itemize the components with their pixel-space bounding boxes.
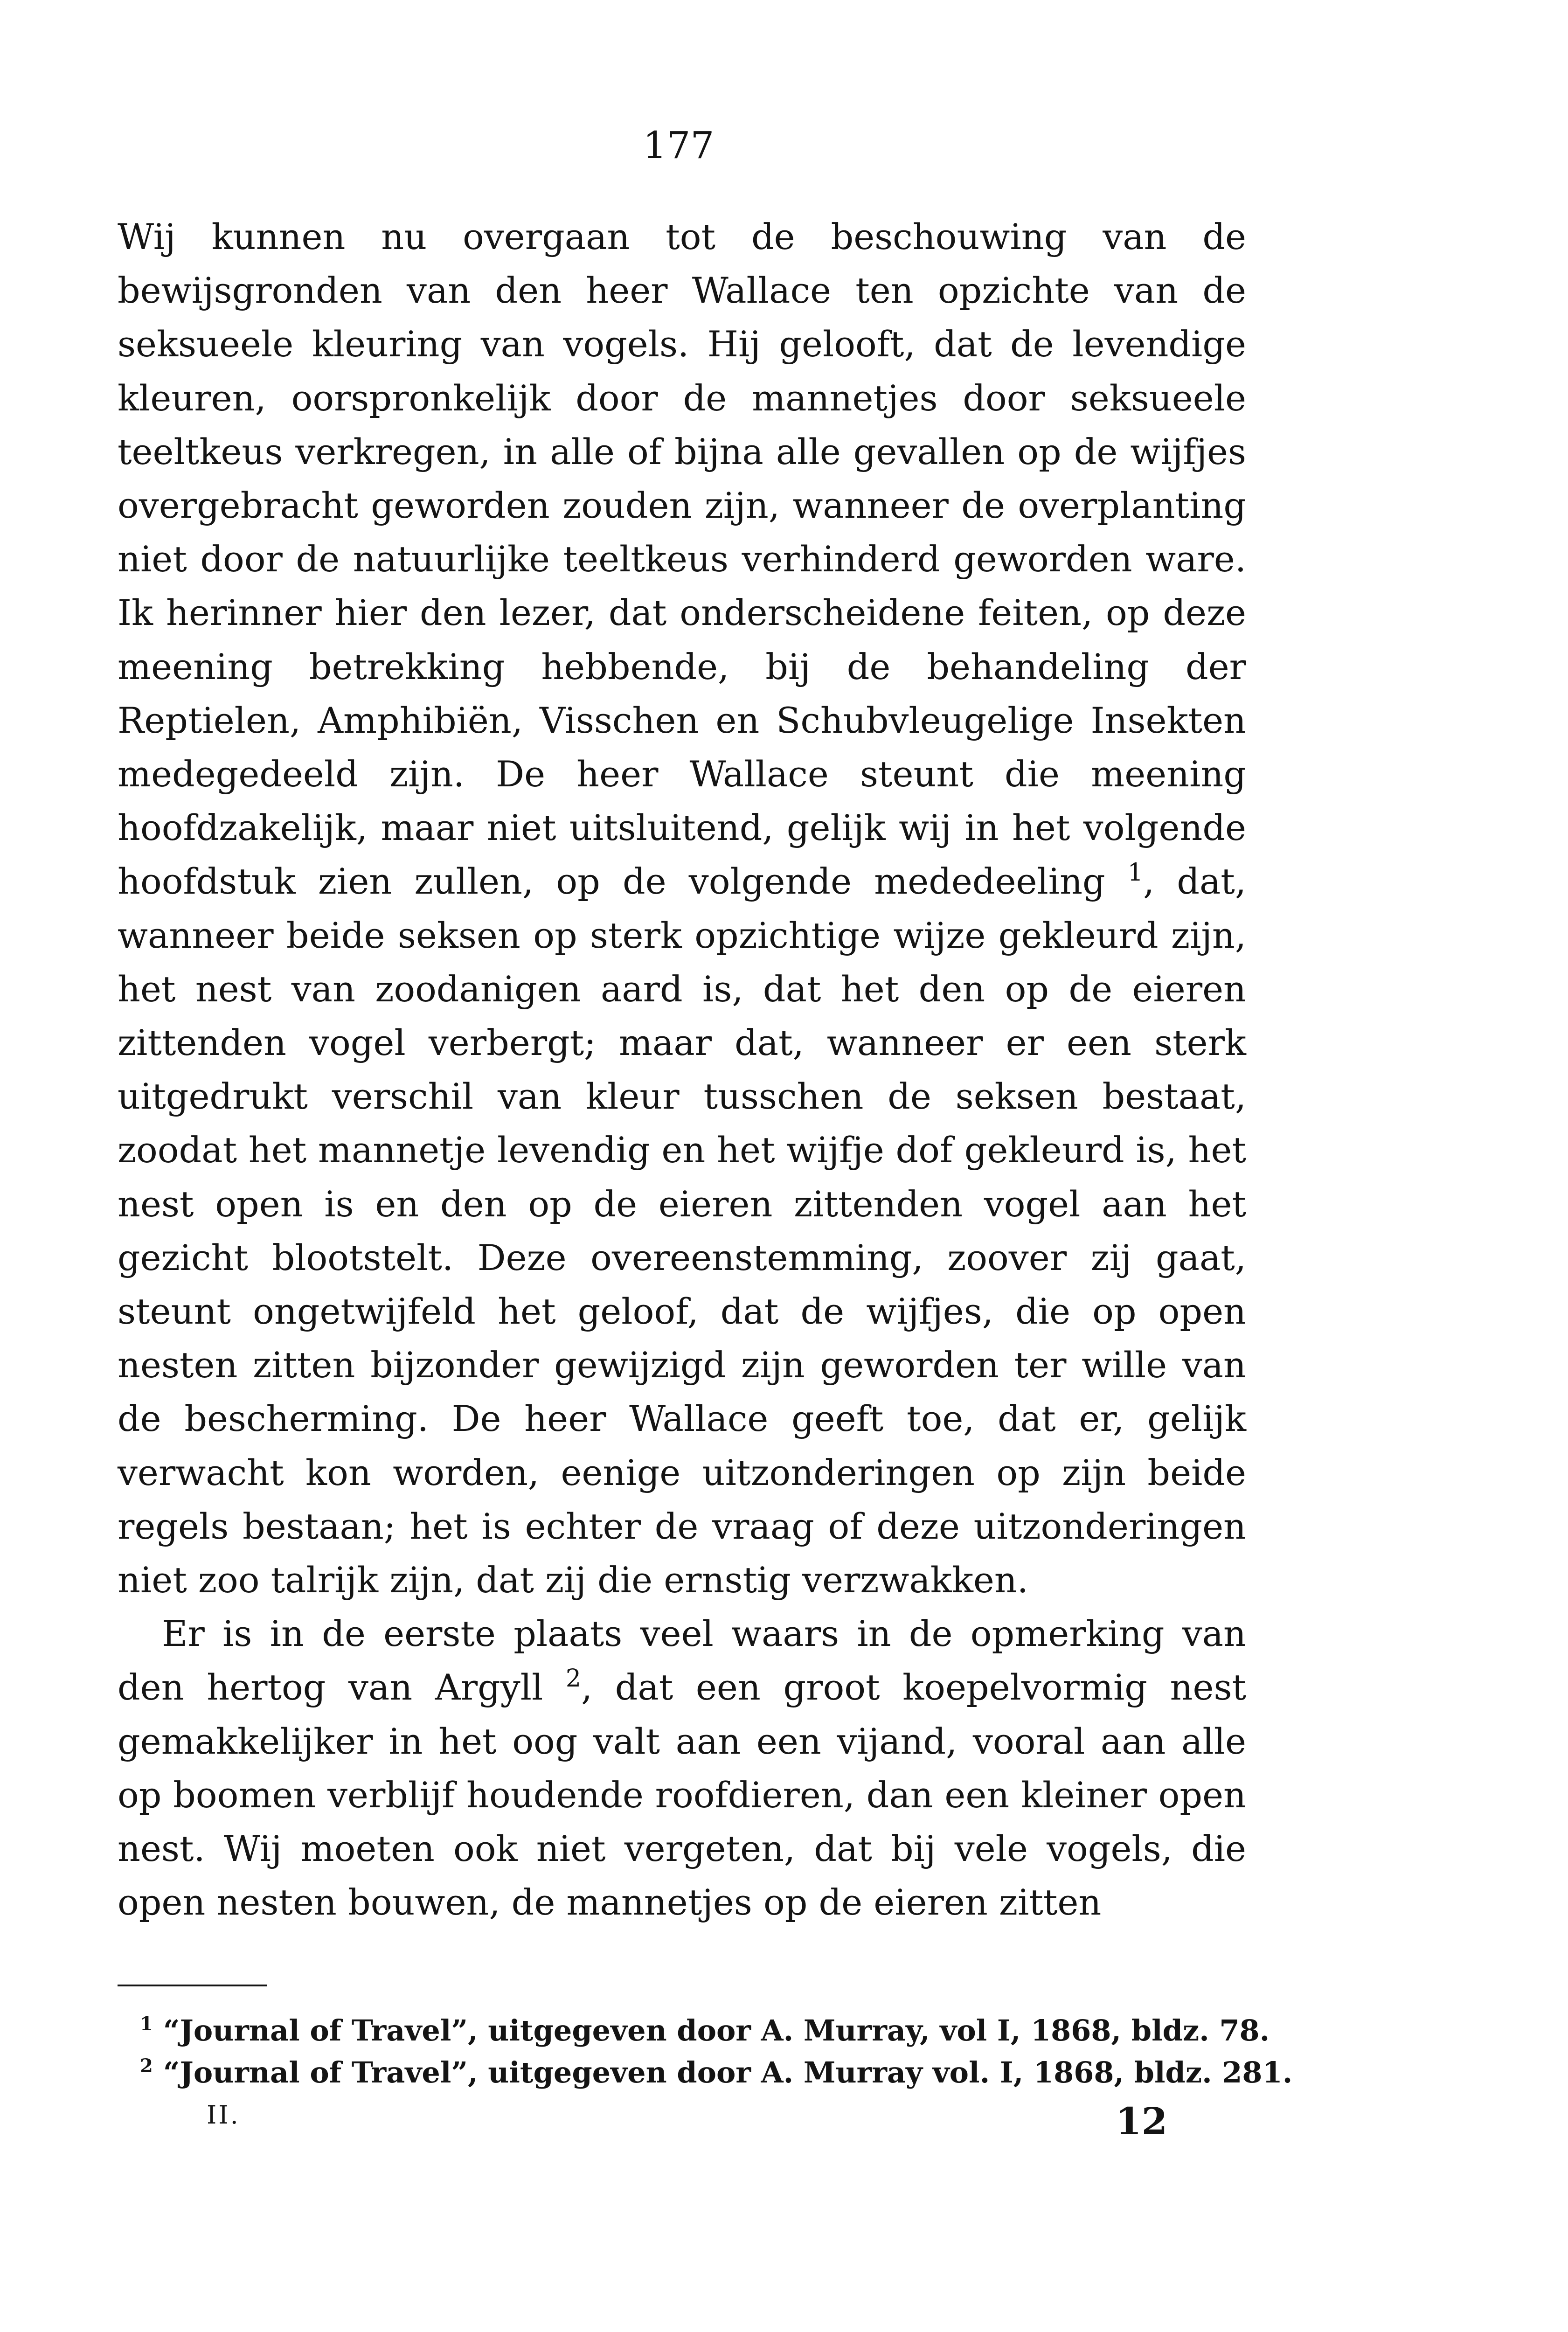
body-text bbox=[118, 210, 1246, 1929]
paragraph-1 bbox=[118, 210, 1246, 1607]
footnote-1 bbox=[140, 2015, 1270, 2045]
volume-signature: II. bbox=[207, 2100, 240, 2130]
footnote-ref-1[interactable]: 1 bbox=[1127, 859, 1143, 887]
footnote-ref-2[interactable]: 2 bbox=[565, 1665, 582, 1693]
footnote-2 bbox=[140, 2057, 1292, 2087]
footnote-2-text: “Journal of Travel”, uitgegeven door A. Murray vol. I, 1868, bldz. 281. bbox=[163, 2055, 1293, 2089]
sheet-signature: 12 bbox=[1116, 2099, 1168, 2143]
paragraph-2 bbox=[118, 1607, 1246, 1929]
paragraph-2-text-a: Er is in de eerste plaats veel waars in de opmerking van den hertog van Argyll bbox=[118, 1613, 1246, 1708]
paragraph-1-text-a: Wij kunnen nu overgaan tot de beschouwing van de bewijsgronden van den heer Wallace ten opzichte van de seksueele kleuring van vogels. Hij gelooft, dat de levendige kleuren, oorspronkelijk door de mannetjes door seksueele teeltkeus verkregen, in alle of bijna alle gevallen op de wijfjes overgebracht geworden zouden zijn, wanneer de overplanting niet door de natuurlijke teeltkeus verhinderd geworden ware. Ik herinner hier den lezer, dat onderscheidene feiten, op deze meening betrekking hebbende, bij de behandeling der Reptielen, Amphibiën, Visschen en Schubvleugelige Insekten medegedeeld zijn. De heer Wallace steunt die meening hoofdzakelijk, maar niet uitsluitend, gelijk wij in het volgende hoofdstuk zien zullen, op de volgende mededeeling bbox=[118, 216, 1246, 902]
page-number: 177 bbox=[643, 124, 715, 167]
paragraph-2-text-b: , dat een groot koepelvormig nest gemakkelijker in het oog valt aan een vijand, vooral aan alle op boomen verblijf houdende roofdieren, dan een kleiner open nest. Wij moeten ook niet vergeten, dat bij vele vogels, die open nesten bouwen, de mannetjes op de eieren zitten bbox=[118, 1666, 1246, 1923]
footnote-1-mark: 1 bbox=[140, 2013, 153, 2035]
footnote-1-text: “Journal of Travel”, uitgegeven door A. Murray, vol I, 1868, bldz. 78. bbox=[163, 2013, 1270, 2047]
footnote-divider bbox=[118, 1985, 267, 1986]
paragraph-1-text-b: , dat, wanneer beide seksen op sterk opzichtige wijze gekleurd zijn, het nest van zoodanigen aard is, dat het den op de eieren zittenden vogel verbergt; maar dat, wanneer er een sterk uitgedrukt verschil van kleur tusschen de seksen bestaat, zoodat het mannetje levendig en het wijfje dof gekleurd is, het nest open is en den op de eieren zittenden vogel aan het gezicht blootstelt. Deze overeenstemming, zoover zij gaat, steunt ongetwijfeld het geloof, dat de wijfjes, die op open nesten zitten bijzonder gewijzigd zijn geworden ter wille van de bescherming. De heer Wallace geeft toe, dat er, gelijk verwacht kon worden, eenige uitzonderingen op zijn beide regels bestaan; het is echter de vraag of deze uitzonderingen niet zoo talrijk zijn, dat zij die ernstig verzwakken. bbox=[118, 861, 1246, 1601]
footnote-2-mark: 2 bbox=[140, 2055, 153, 2077]
